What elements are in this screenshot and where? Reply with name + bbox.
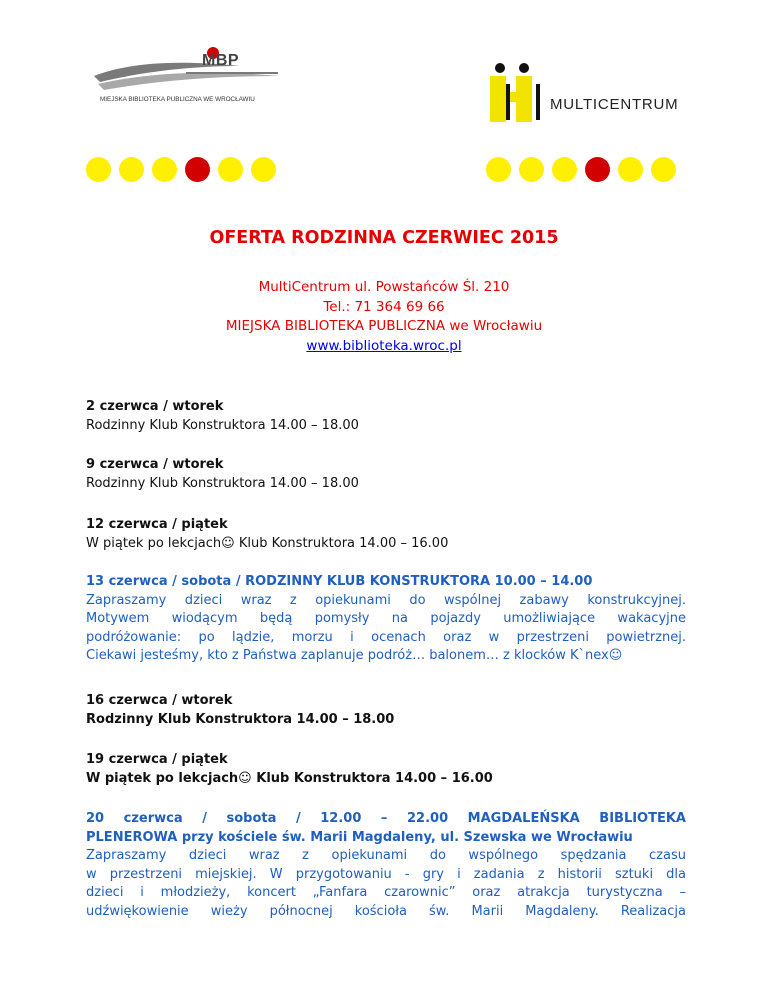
event-entry	[86, 751, 686, 788]
event-description-line: podróżowanie: po lądzie, morzu i ocenach oraz w przestrzeni powietrznej.	[86, 629, 686, 645]
event-description: Rodzinny Klub Konstruktora 14.00 – 18.00	[86, 417, 359, 433]
event-description-line: udźwiękowienie wieży północnej kościoła św. Marii Magdaleny. Realizacja	[86, 903, 686, 919]
yellow-dot	[552, 157, 577, 182]
event-entry	[86, 456, 686, 493]
multicentrum-mark-icon	[478, 62, 548, 124]
library-website-link[interactable]: www.biblioteka.wroc.pl	[306, 337, 462, 354]
yellow-dot	[86, 157, 111, 182]
yellow-dot	[618, 157, 643, 182]
event-entry	[86, 692, 686, 729]
event-header: 13 czerwca / sobota / RODZINNY KLUB KONSTRUKTORA 10.00 – 14.00	[86, 574, 593, 589]
mbp-logo-subtitle: MIEJSKA BIBLIOTEKA PUBLICZNA WE WROCŁAWIU	[100, 96, 255, 103]
contact-block	[0, 278, 768, 356]
event-description: Rodzinny Klub Konstruktora 14.00 – 18.00	[86, 711, 395, 727]
yellow-dot	[519, 157, 544, 182]
mbp-logo	[90, 46, 286, 112]
event-entry	[86, 516, 686, 553]
event-description-line: Motywem wiodącym będą pomysły na pojazdy umożliwiające wakacyjne	[86, 611, 686, 626]
event-entry	[86, 398, 686, 435]
event-entry-highlight	[86, 573, 686, 666]
event-header: PLENEROWA przy kościele św. Marii Magdaleny, ul. Szewska we Wrocławiu	[86, 829, 633, 845]
yellow-dot	[486, 157, 511, 182]
event-description-line: Zapraszamy dzieci wraz z opiekunami do wspólnej zabawy konstrukcyjnej.	[86, 592, 686, 608]
event-date: 2 czerwca / wtorek	[86, 399, 224, 414]
event-description-line: dzieci i młodzieży, koncert „Fanfara czarownic” oraz atrakcja turystyczna –	[86, 885, 686, 900]
page-title: OFERTA RODZINNA CZERWIEC 2015	[209, 228, 559, 248]
event-entry-highlight	[86, 810, 686, 921]
yellow-dot	[218, 157, 243, 182]
multicentrum-logo-text: MULTICENTRUM	[550, 96, 679, 113]
event-date: 19 czerwca / piątek	[86, 752, 228, 767]
event-description-line: w przestrzeni miejskiej. W przygotowaniu - gry i zadania z historii sztuki dla	[86, 866, 686, 882]
event-description: W piątek po lekcjach☺ Klub Konstruktora 14.00 – 16.00	[86, 535, 449, 551]
event-description: W piątek po lekcjach☺ Klub Konstruktora 14.00 – 16.00	[86, 770, 493, 786]
event-header: 20 czerwca / sobota / 12.00 – 22.00 MAGDALEŃSKA BIBLIOTEKA	[86, 811, 686, 826]
yellow-dot	[251, 157, 276, 182]
red-dot	[585, 157, 610, 182]
contact-address: MultiCentrum ul. Powstańców Śl. 210	[258, 279, 510, 295]
yellow-dot	[651, 157, 676, 182]
event-date: 9 czerwca / wtorek	[86, 457, 224, 472]
mbp-logo-text: MBP	[202, 52, 240, 69]
event-date: 16 czerwca / wtorek	[86, 693, 233, 708]
red-dot	[185, 157, 210, 182]
multicentrum-logo	[478, 62, 688, 124]
event-description-line: Zapraszamy dzieci wraz z opiekunami do wspólnego spędzania czasu	[86, 848, 686, 863]
event-description-line: Ciekawi jesteśmy, kto z Państwa zaplanuje podróż… balonem… z klocków K`nex☺	[86, 648, 623, 663]
event-date: 12 czerwca / piątek	[86, 517, 228, 532]
dots-row-left	[86, 157, 276, 182]
contact-phone: Tel.: 71 364 69 66	[323, 298, 445, 315]
dots-row-right	[486, 157, 676, 182]
yellow-dot	[152, 157, 177, 182]
contact-library-name: MIEJSKA BIBLIOTEKA PUBLICZNA we Wrocławiu	[225, 318, 543, 334]
yellow-dot	[119, 157, 144, 182]
event-description: Rodzinny Klub Konstruktora 14.00 – 18.00	[86, 475, 359, 491]
